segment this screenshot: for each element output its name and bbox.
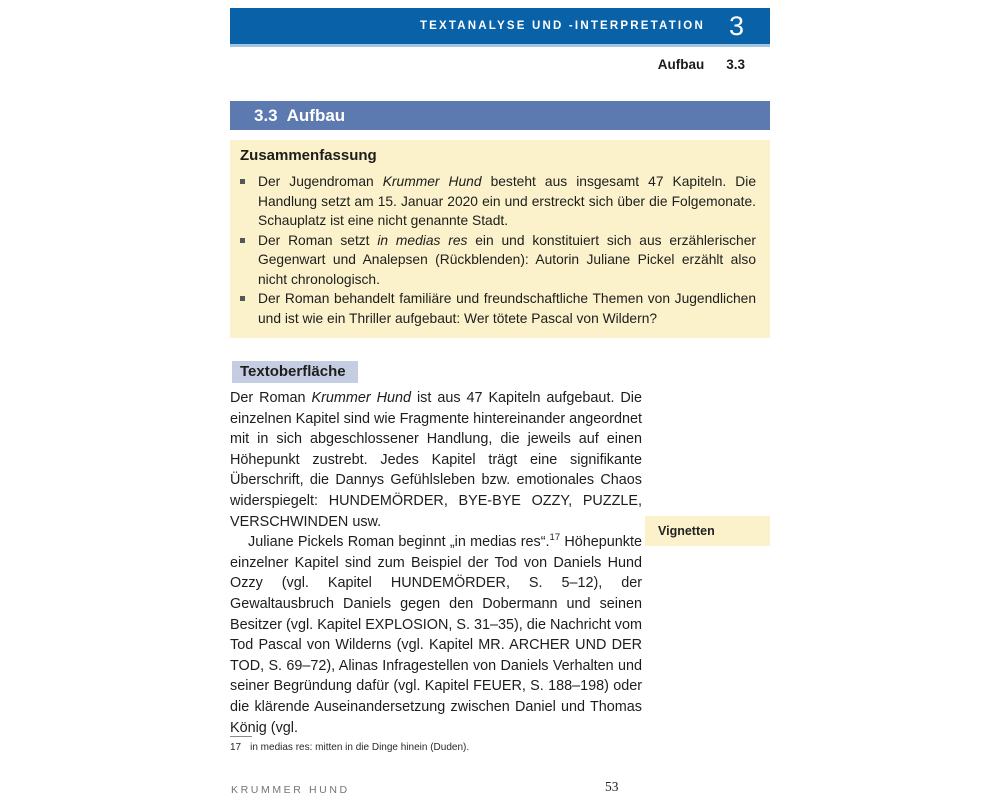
chapter-header-bar [230, 8, 770, 47]
footnote-number: 17 [230, 742, 242, 753]
topic-label: Textoberfläche [232, 361, 358, 383]
summary-box [230, 140, 770, 338]
chapter-number: 3 [728, 10, 744, 41]
section-heading-bar [230, 101, 770, 130]
running-head-number: 3.3 [726, 57, 745, 72]
footer-page-number: 53 [605, 779, 619, 794]
summary-list [240, 172, 756, 328]
summary-bullet-text: Der Roman behandelt familiäre und freundschaftliche Themen von Jugendlichen und ist wie ein Thriller aufgebaut: Wer tötete Pascal von Wildern? [258, 291, 756, 326]
section-title: Aufbau [286, 106, 346, 125]
footnote-divider [230, 736, 252, 737]
running-head [230, 57, 745, 72]
summary-bullet-text: Der Roman setzt in medias res ein und konstituiert sich aus erzählerischer Gegenwart und Analepsen (Rückblenden): Autorin Juliane Pickel erzählt also nicht chronologisch. [258, 232, 757, 287]
bullet-square-icon [240, 238, 245, 243]
bullet-square-icon [240, 296, 245, 301]
footer-book-title: KRUMMER HUND [231, 784, 350, 796]
chapter-header-title: TEXTANALYSE UND -INTERPRETATION [419, 20, 705, 32]
summary-bullet-text: Der Jugendroman Krummer Hund besteht aus insgesamt 47 Kapiteln. Die Handlung setzt am 15. Januar 2020 ein und erstreckt sich über die Folgemonate. Schauplatz ist eine nicht genannte Stadt. [258, 174, 757, 228]
summary-heading: Zusammenfassung [240, 147, 377, 164]
footnote-text: in medias res: mitten in die Dinge hinein (Duden). [250, 742, 470, 753]
main-text-column [230, 361, 642, 738]
list-item [240, 231, 756, 290]
list-item [240, 172, 756, 231]
footnote-line [230, 742, 650, 753]
bullet-square-icon [240, 179, 245, 184]
section-number: 3.3 [254, 106, 278, 125]
running-head-label: Aufbau [657, 57, 705, 72]
body-paragraph: Juliane Pickels Roman beginnt „in medias res“.$^{17}$ Höhepunkte einzelner Kapitel sind zum Beispiel der Tod von Daniels Hund Ozzy (vgl. Kapitel HUNDEMÖRDER, S. 5–12), der Gewaltausbruch Daniels gegen den Dobermann und seinen Besitzer (vgl. Kapitel EXPLOSION, S. 31–35), die Nachricht vom Tod Pascal von Wilderns (vgl. Kapitel MR. ARCHER UND DER TOD, S. 69–72), Alinas Infragestellen von Daniels Verhalten und seiner Begründung dafür (vgl. Kapitel FEUER, S. 188–198) oder die klärende Auseinandersetzung zwischen Daniel und Thomas König (vgl. [230, 532, 642, 736]
footnote [230, 736, 650, 753]
body-paragraph: Der Roman Krummer Hund ist aus 47 Kapiteln aufgebaut. Die einzelnen Kapitel sind wie Fragmente hintereinander angeordnet mit in sich abgeschlossener Handlung, die jeweils auf einen Höhepunkt zustrebt. Jedes Kapitel trägt eine signifikante Überschrift, die Dannys Gefühlsleben bzw. emotionales Chaos widerspiegelt: HUNDEMÖRDER, BYE-BYE OZZY, PUZZLE, VERSCHWINDEN usw. [230, 390, 643, 530]
list-item [240, 289, 756, 328]
margin-keyword-label: Vignetten [645, 516, 770, 546]
